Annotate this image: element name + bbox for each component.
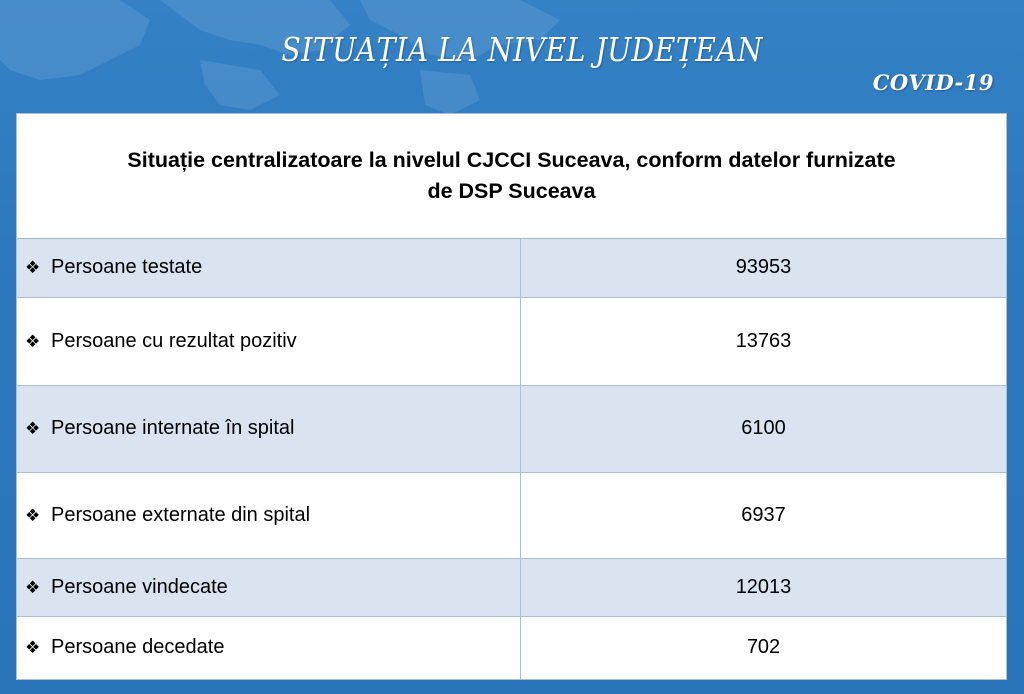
row-value: 12013 bbox=[521, 558, 1007, 616]
row-label: Persoane externate din spital bbox=[51, 503, 311, 526]
panel-heading bbox=[17, 114, 1006, 239]
row-value: 13763 bbox=[521, 297, 1007, 385]
diamond-bullet-icon: ❖ bbox=[25, 638, 41, 657]
row-value: 93953 bbox=[521, 239, 1007, 297]
table-row bbox=[17, 385, 1006, 472]
panel-heading-line2: de DSP Suceava bbox=[427, 179, 596, 203]
row-label: Persoane decedate bbox=[51, 636, 225, 658]
statistics-table bbox=[17, 239, 1006, 680]
table-row bbox=[17, 616, 1006, 679]
table-row bbox=[17, 239, 1006, 297]
diamond-bullet-icon: ❖ bbox=[25, 331, 41, 351]
row-label: Persoane cu rezultat pozitiv bbox=[51, 329, 297, 352]
covid-badge: COVID-19 bbox=[872, 70, 994, 95]
row-label-cell bbox=[17, 297, 521, 385]
row-label-cell bbox=[17, 616, 521, 679]
row-value: 6100 bbox=[521, 385, 1007, 472]
panel-heading-text bbox=[127, 145, 895, 207]
row-label-cell bbox=[17, 385, 521, 472]
panel-heading-line1: Situație centralizatoare la nivelul CJCCI Suceava, conform datelor furnizate bbox=[127, 148, 896, 172]
row-label: Persoane internate în spital bbox=[51, 417, 295, 439]
row-value: 6937 bbox=[521, 472, 1007, 558]
diamond-bullet-icon: ❖ bbox=[25, 258, 41, 278]
table-row bbox=[17, 472, 1006, 558]
diamond-bullet-icon: ❖ bbox=[25, 577, 41, 597]
bottom-strip bbox=[16, 680, 1007, 694]
page-title: SITUAȚIA LA NIVEL JUDEȚEAN bbox=[281, 30, 763, 69]
diamond-bullet-icon: ❖ bbox=[25, 505, 41, 525]
summary-panel bbox=[16, 113, 1007, 680]
row-label: Persoane vindecate bbox=[51, 575, 228, 598]
table-row bbox=[17, 297, 1006, 385]
row-label-cell bbox=[17, 558, 521, 616]
row-value: 702 bbox=[521, 616, 1007, 679]
row-label: Persoane testate bbox=[51, 256, 203, 279]
row-label-cell bbox=[17, 472, 521, 558]
row-label-cell bbox=[17, 239, 521, 297]
table-row bbox=[17, 558, 1006, 616]
diamond-bullet-icon: ❖ bbox=[25, 419, 41, 438]
